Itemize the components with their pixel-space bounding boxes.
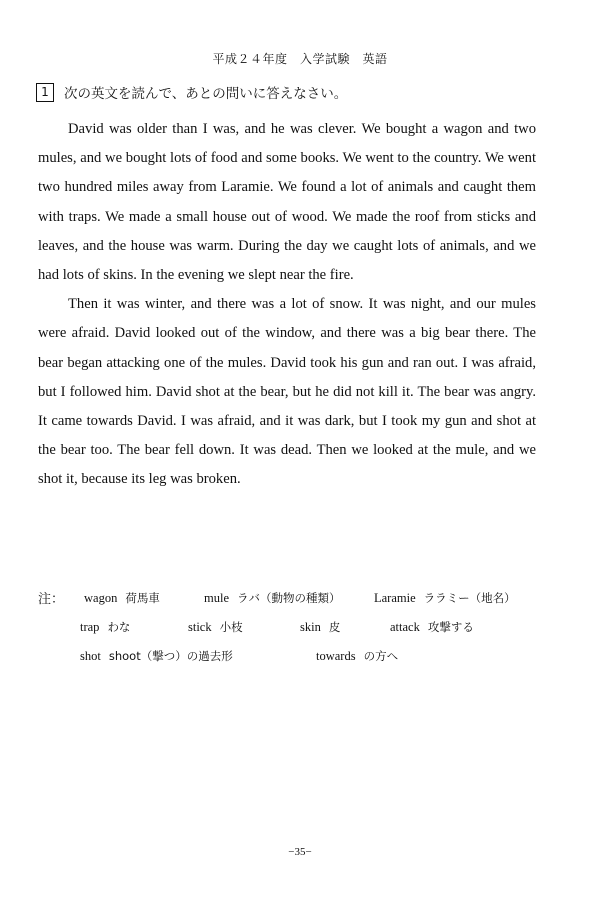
- instruction-text: 次の英文を読んで、あとの問いに答えなさい。: [64, 86, 348, 102]
- passage-paragraph-2: Then it was winter, and there was a lot of snow. It was night, and our mules were afraid. David looked out of the window, and there was a big bear there. The bear began attacking one of the mules. David took his gun and ran out. I was afraid, but I followed him. David shot at the bear, but he did not kill it. The bear was angry. It came towards David. I was afraid, and it was dark, but I took my gun and shot at the bear too. The bear fell down. It was dead. Then we looked at the mule, and we shot it, because its leg was broken.: [38, 296, 536, 488]
- reading-passage: [38, 115, 536, 495]
- question-instruction: [36, 82, 347, 102]
- note-towards: towards の方へ: [316, 649, 399, 663]
- notes-row-3: [38, 646, 558, 675]
- note-attack: attack 攻撃する: [390, 620, 474, 634]
- note-stick: stick 小枝: [188, 620, 243, 634]
- note-skin: skin 皮: [300, 620, 341, 634]
- notes-label: 注：: [38, 592, 65, 607]
- notes-row-2: [38, 617, 558, 646]
- page-number: −35−: [288, 846, 312, 858]
- note-laramie: Laramie ララミー（地名）: [374, 591, 516, 605]
- passage-paragraph-1: David was older than I was, and he was clever. We bought a wagon and two mules, and we bought lots of food and some books. We went to the country. We went two hundred miles away from Laramie. We found a lot of animals and caught them with traps. We made a small house out of wood. We made the roof from sticks and leaves, and the house was warm. During the day we caught lots of animals, and we had lots of skins. In the evening we slept near the fire.: [38, 121, 536, 284]
- note-trap: trap わな: [80, 620, 131, 634]
- note-mule: mule ラバ（動物の種類）: [204, 591, 341, 605]
- exam-header: 平成２４年度 入学試験 英語: [212, 52, 388, 66]
- note-shot: shot shoot（撃つ）の過去形: [80, 649, 233, 663]
- vocabulary-notes: [38, 588, 558, 675]
- note-wagon: wagon 荷馬車: [84, 591, 160, 605]
- question-number-box: 1: [36, 83, 54, 102]
- notes-row-1: [38, 588, 558, 617]
